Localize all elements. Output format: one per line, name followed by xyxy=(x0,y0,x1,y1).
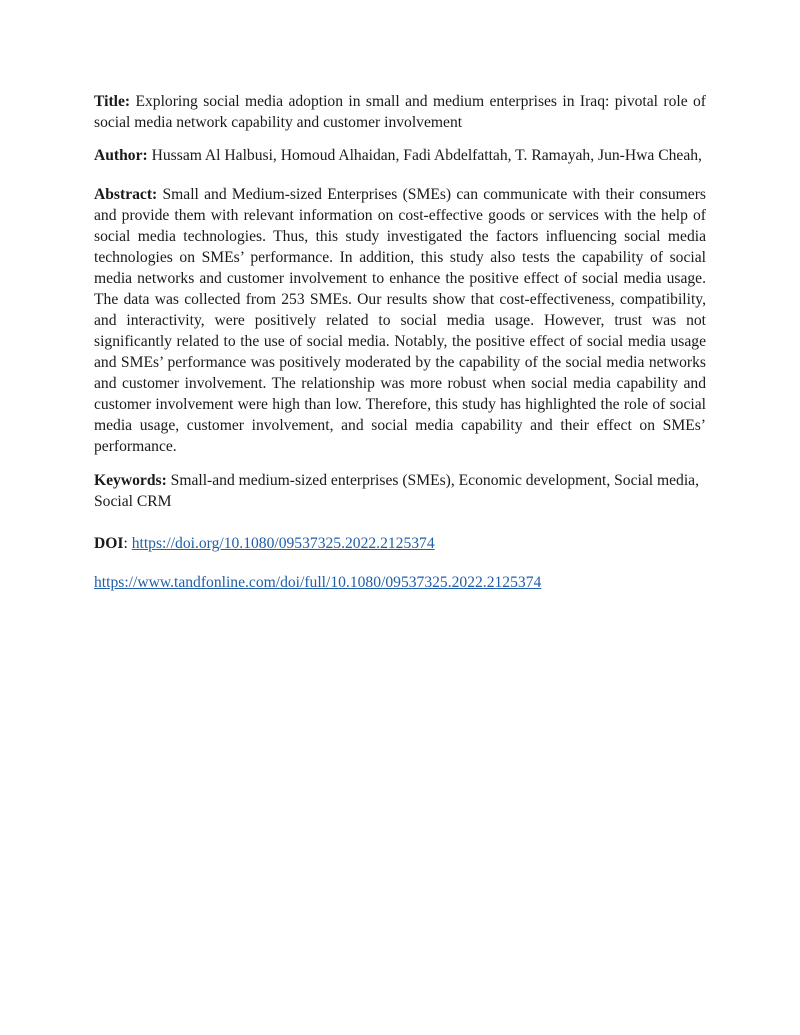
author-text: Hussam Al Halbusi, Homoud Alhaidan, Fadi Abdelfattah, T. Ramayah, Jun-Hwa Cheah, xyxy=(151,147,702,164)
keywords-label: Keywords: xyxy=(94,472,167,489)
title-label: Title: xyxy=(94,93,131,110)
paper-summary xyxy=(94,91,706,605)
doi-separator: : xyxy=(123,535,128,552)
keywords-text: Small-and medium-sized enterprises (SMEs), Economic development, Social media, Social CRM xyxy=(94,472,699,510)
title-paragraph xyxy=(94,91,706,133)
doi-paragraph xyxy=(94,533,706,554)
title-text: Exploring social media adoption in small and medium enterprises in Iraq: pivotal role of social media network capability and customer involvement xyxy=(94,93,707,131)
abstract-text: Small and Medium-sized Enterprises (SMEs) can communicate with their consumers and provide them with relevant information on cost-effective goods or services with the help of social media technologies. Thus, this study investigated the factors influencing social media technologies on SMEs’ performance. In addition, this study also tests the capability of social media networks and customer involvement to enhance the positive effect of social media usage. The data was collected from 253 SMEs. Our results show that cost-effectiveness, compatibility, and interactivity, were positively related to social media usage. However, trust was not significantly related to the use of social media. Notably, the positive effect of social media usage and SMEs’ performance was positively moderated by the capability of the social media networks and customer involvement. The relationship was more robust when social media capability and customer involvement were high than low. Therefore, this study has highlighted the role of social media usage, customer involvement, and social media capability and their effect on SMEs’ performance. xyxy=(94,186,706,455)
author-paragraph xyxy=(94,145,706,166)
article-link[interactable]: https://www.tandfonline.com/doi/full/10.1080/09537325.2022.2125374 xyxy=(94,574,542,591)
doi-link[interactable]: https://doi.org/10.1080/09537325.2022.2125374 xyxy=(131,535,435,552)
abstract-label: Abstract: xyxy=(94,186,158,203)
keywords-paragraph xyxy=(94,470,706,512)
article-link-paragraph xyxy=(94,572,706,593)
abstract-paragraph xyxy=(94,184,706,457)
author-label: Author: xyxy=(94,147,148,164)
doi-label: DOI xyxy=(94,535,124,552)
